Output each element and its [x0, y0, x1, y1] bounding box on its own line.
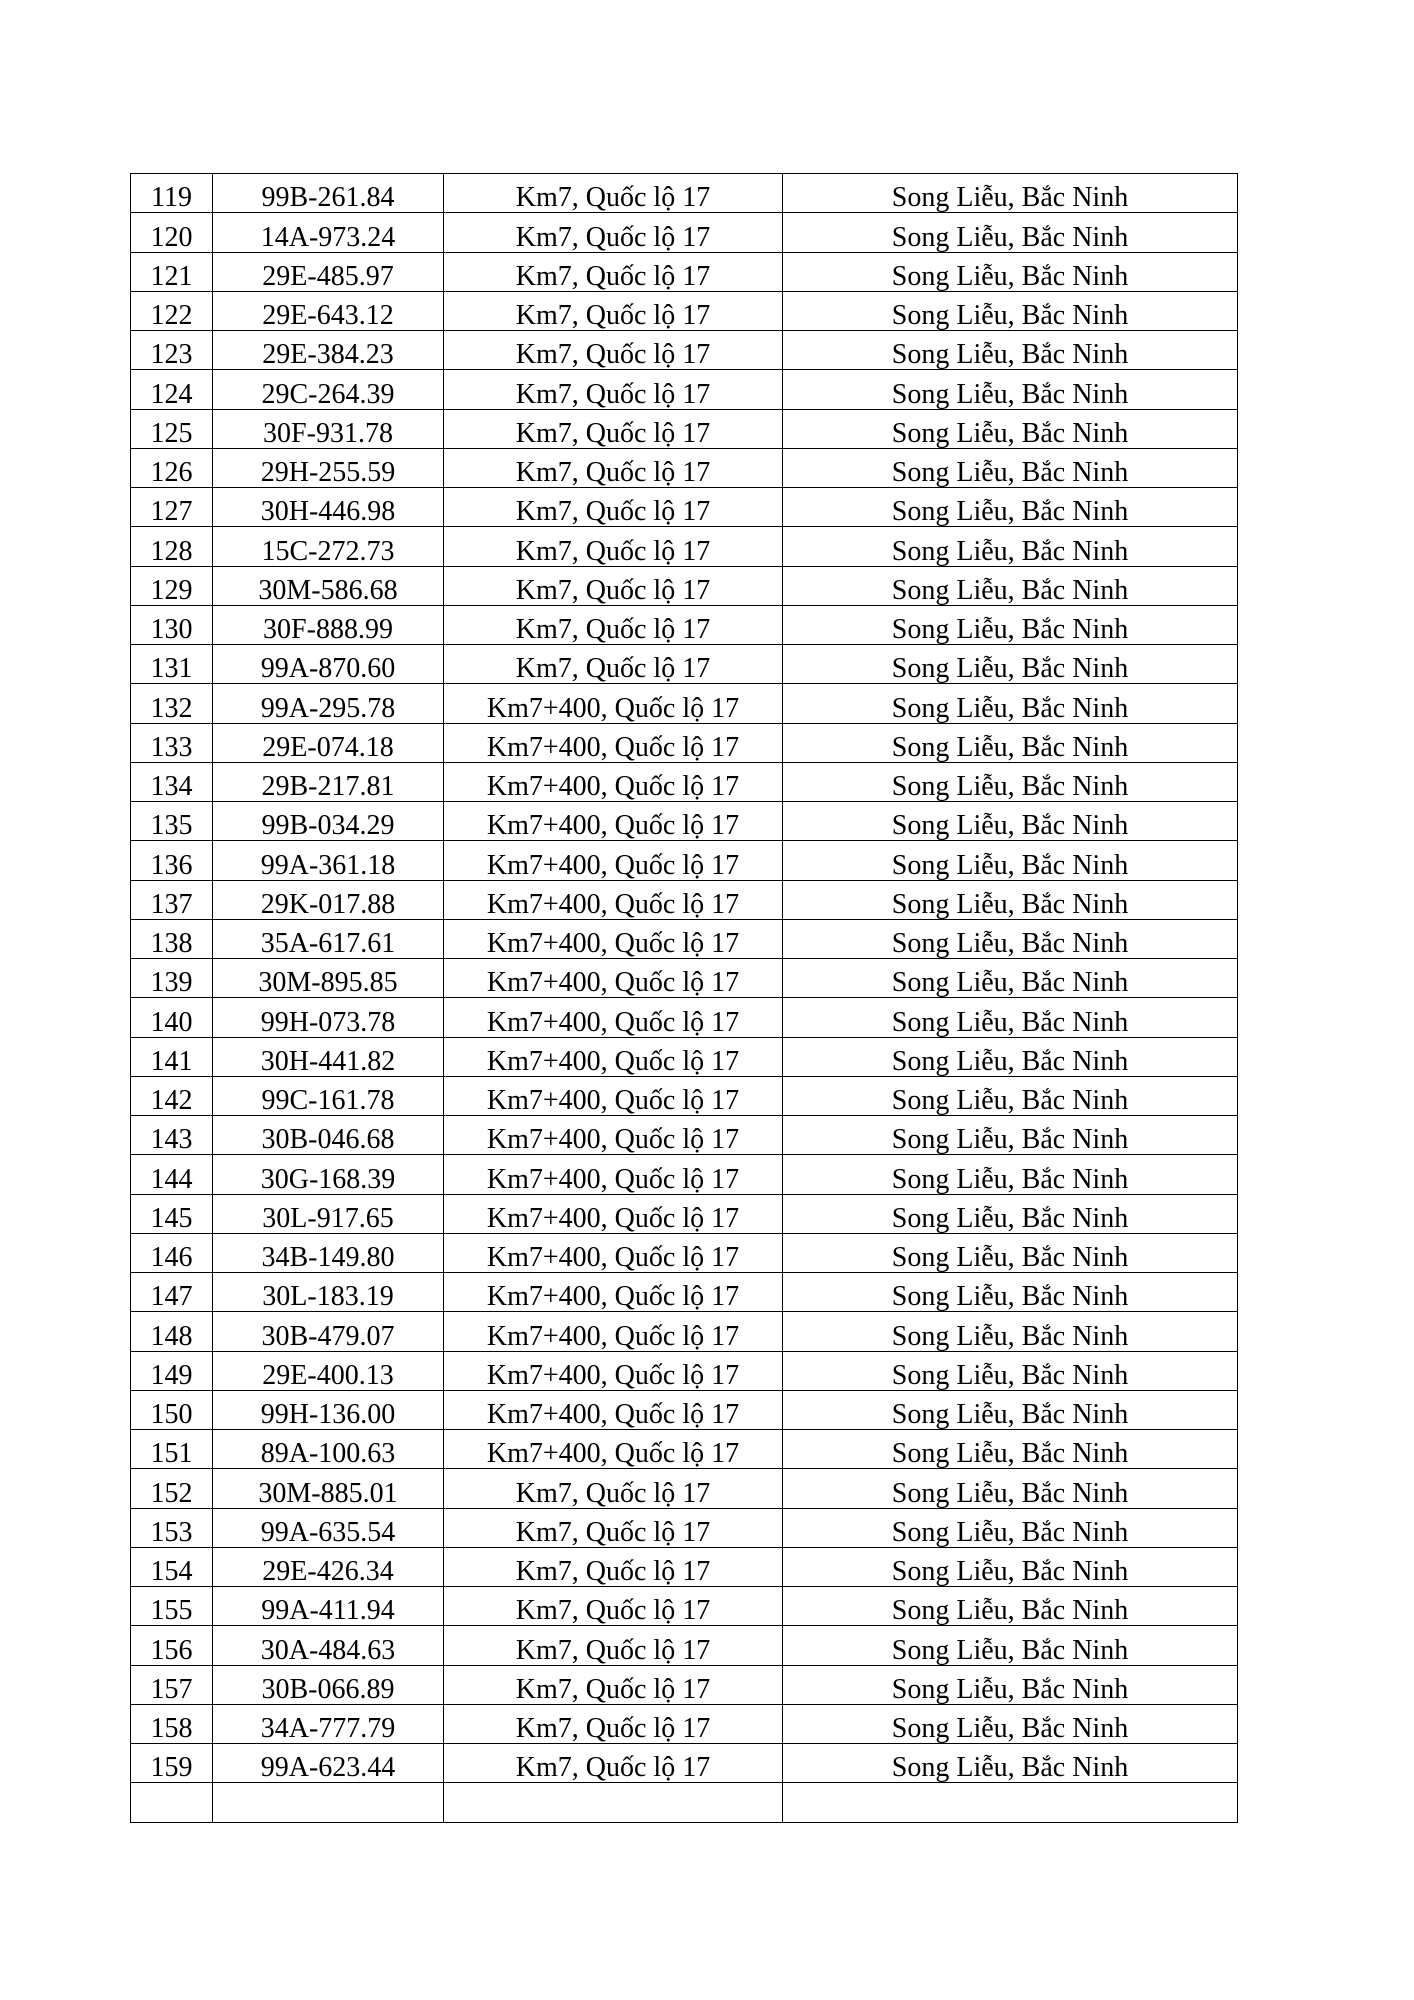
address-cell: Song Liễu, Bắc Ninh [783, 998, 1238, 1037]
location-cell: Km7, Quốc lộ 17 [444, 1547, 783, 1586]
table-row [131, 1547, 1238, 1586]
address-cell: Song Liễu, Bắc Ninh [783, 802, 1238, 841]
license-plate-cell: 14A-973.24 [213, 213, 444, 252]
table-row [131, 527, 1238, 566]
license-plate-cell: 30A-484.63 [213, 1626, 444, 1665]
table-row [131, 213, 1238, 252]
row-number-cell: 132 [131, 684, 213, 723]
address-cell: Song Liễu, Bắc Ninh [783, 1587, 1238, 1626]
license-plate-cell: 30L-917.65 [213, 1194, 444, 1233]
address-cell: Song Liễu, Bắc Ninh [783, 1665, 1238, 1704]
address-cell [783, 1783, 1238, 1822]
location-cell: Km7, Quốc lộ 17 [444, 1587, 783, 1626]
table-row [131, 1704, 1238, 1743]
license-plate-cell: 29E-643.12 [213, 291, 444, 330]
address-cell: Song Liễu, Bắc Ninh [783, 213, 1238, 252]
license-plate-cell: 30L-183.19 [213, 1273, 444, 1312]
license-plate-cell: 99B-261.84 [213, 174, 444, 213]
license-plate-cell: 29E-426.34 [213, 1547, 444, 1586]
row-number-cell: 136 [131, 841, 213, 880]
row-number-cell: 126 [131, 448, 213, 487]
location-cell: Km7+400, Quốc lộ 17 [444, 1312, 783, 1351]
row-number-cell: 158 [131, 1704, 213, 1743]
table-row [131, 1351, 1238, 1390]
license-plate-cell: 99A-295.78 [213, 684, 444, 723]
table-row [131, 645, 1238, 684]
table-row [131, 1508, 1238, 1547]
table-row [131, 252, 1238, 291]
license-plate-cell: 34A-777.79 [213, 1704, 444, 1743]
row-number-cell: 142 [131, 1076, 213, 1115]
location-cell: Km7+400, Quốc lộ 17 [444, 802, 783, 841]
license-plate-cell: 99H-136.00 [213, 1390, 444, 1429]
row-number-cell: 128 [131, 527, 213, 566]
address-cell: Song Liễu, Bắc Ninh [783, 566, 1238, 605]
license-plate-cell: 99C-161.78 [213, 1076, 444, 1115]
table-row [131, 1194, 1238, 1233]
table-row [131, 998, 1238, 1037]
location-cell: Km7, Quốc lộ 17 [444, 488, 783, 527]
license-plate-cell: 35A-617.61 [213, 919, 444, 958]
address-cell: Song Liễu, Bắc Ninh [783, 605, 1238, 644]
table-row [131, 762, 1238, 801]
license-plate-cell: 34B-149.80 [213, 1233, 444, 1272]
address-cell: Song Liễu, Bắc Ninh [783, 409, 1238, 448]
license-plate-cell: 30B-066.89 [213, 1665, 444, 1704]
license-plate-cell: 30H-446.98 [213, 488, 444, 527]
row-number-cell: 155 [131, 1587, 213, 1626]
row-number-cell: 120 [131, 213, 213, 252]
row-number-cell: 137 [131, 880, 213, 919]
location-cell: Km7, Quốc lộ 17 [444, 331, 783, 370]
table-row [131, 370, 1238, 409]
license-plate-cell [213, 1783, 444, 1822]
address-cell: Song Liễu, Bắc Ninh [783, 1273, 1238, 1312]
address-cell: Song Liễu, Bắc Ninh [783, 1312, 1238, 1351]
table-row [131, 1312, 1238, 1351]
location-cell: Km7+400, Quốc lộ 17 [444, 1430, 783, 1469]
location-cell: Km7, Quốc lộ 17 [444, 1626, 783, 1665]
address-cell: Song Liễu, Bắc Ninh [783, 174, 1238, 213]
location-cell: Km7+400, Quốc lộ 17 [444, 959, 783, 998]
location-cell: Km7, Quốc lộ 17 [444, 252, 783, 291]
location-cell: Km7+400, Quốc lộ 17 [444, 1116, 783, 1155]
address-cell: Song Liễu, Bắc Ninh [783, 723, 1238, 762]
address-cell: Song Liễu, Bắc Ninh [783, 252, 1238, 291]
table-row [131, 1116, 1238, 1155]
license-plate-cell: 30M-895.85 [213, 959, 444, 998]
table-row [131, 1626, 1238, 1665]
row-number-cell: 130 [131, 605, 213, 644]
location-cell: Km7+400, Quốc lộ 17 [444, 1390, 783, 1429]
location-cell: Km7+400, Quốc lộ 17 [444, 998, 783, 1037]
address-cell: Song Liễu, Bắc Ninh [783, 959, 1238, 998]
location-cell: Km7+400, Quốc lộ 17 [444, 1076, 783, 1115]
address-cell: Song Liễu, Bắc Ninh [783, 684, 1238, 723]
table-row [131, 409, 1238, 448]
license-plate-cell: 89A-100.63 [213, 1430, 444, 1469]
table-row [131, 174, 1238, 213]
table-row [131, 448, 1238, 487]
row-number-cell: 153 [131, 1508, 213, 1547]
location-cell: Km7+400, Quốc lộ 17 [444, 762, 783, 801]
address-cell: Song Liễu, Bắc Ninh [783, 1076, 1238, 1115]
location-cell: Km7+400, Quốc lộ 17 [444, 1155, 783, 1194]
row-number-cell: 127 [131, 488, 213, 527]
table-row [131, 1390, 1238, 1429]
location-cell: Km7, Quốc lộ 17 [444, 1665, 783, 1704]
row-number-cell: 135 [131, 802, 213, 841]
violation-table [130, 173, 1238, 1823]
row-number-cell: 147 [131, 1273, 213, 1312]
table-row [131, 1273, 1238, 1312]
row-number-cell: 149 [131, 1351, 213, 1390]
row-number-cell: 150 [131, 1390, 213, 1429]
address-cell: Song Liễu, Bắc Ninh [783, 1744, 1238, 1783]
table-row [131, 605, 1238, 644]
table-row [131, 1469, 1238, 1508]
license-plate-cell: 99A-411.94 [213, 1587, 444, 1626]
row-number-cell: 152 [131, 1469, 213, 1508]
row-number-cell: 159 [131, 1744, 213, 1783]
address-cell: Song Liễu, Bắc Ninh [783, 880, 1238, 919]
address-cell: Song Liễu, Bắc Ninh [783, 1233, 1238, 1272]
location-cell: Km7+400, Quốc lộ 17 [444, 1037, 783, 1076]
table-row [131, 723, 1238, 762]
license-plate-cell: 30B-046.68 [213, 1116, 444, 1155]
row-number-cell: 141 [131, 1037, 213, 1076]
license-plate-cell: 99A-361.18 [213, 841, 444, 880]
location-cell: Km7, Quốc lộ 17 [444, 291, 783, 330]
address-cell: Song Liễu, Bắc Ninh [783, 1626, 1238, 1665]
row-number-cell: 148 [131, 1312, 213, 1351]
row-number-cell: 124 [131, 370, 213, 409]
license-plate-cell: 99H-073.78 [213, 998, 444, 1037]
address-cell: Song Liễu, Bắc Ninh [783, 1508, 1238, 1547]
row-number-cell: 131 [131, 645, 213, 684]
license-plate-cell: 99A-870.60 [213, 645, 444, 684]
location-cell: Km7, Quốc lộ 17 [444, 1704, 783, 1743]
table-body [131, 174, 1238, 1823]
location-cell: Km7, Quốc lộ 17 [444, 645, 783, 684]
license-plate-cell: 29B-217.81 [213, 762, 444, 801]
location-cell: Km7+400, Quốc lộ 17 [444, 919, 783, 958]
license-plate-cell: 30B-479.07 [213, 1312, 444, 1351]
location-cell: Km7, Quốc lộ 17 [444, 1744, 783, 1783]
license-plate-cell: 30G-168.39 [213, 1155, 444, 1194]
table-row [131, 1233, 1238, 1272]
table-row [131, 1744, 1238, 1783]
location-cell: Km7, Quốc lộ 17 [444, 448, 783, 487]
table-row [131, 841, 1238, 880]
table-row [131, 1037, 1238, 1076]
address-cell: Song Liễu, Bắc Ninh [783, 1194, 1238, 1233]
table-row [131, 566, 1238, 605]
location-cell: Km7, Quốc lộ 17 [444, 527, 783, 566]
address-cell: Song Liễu, Bắc Ninh [783, 645, 1238, 684]
row-number-cell: 151 [131, 1430, 213, 1469]
row-number-cell: 145 [131, 1194, 213, 1233]
location-cell: Km7+400, Quốc lộ 17 [444, 880, 783, 919]
row-number-cell [131, 1783, 213, 1822]
address-cell: Song Liễu, Bắc Ninh [783, 1390, 1238, 1429]
table-row [131, 1076, 1238, 1115]
row-number-cell: 138 [131, 919, 213, 958]
table-row [131, 488, 1238, 527]
license-plate-cell: 29E-074.18 [213, 723, 444, 762]
address-cell: Song Liễu, Bắc Ninh [783, 1155, 1238, 1194]
license-plate-cell: 30F-888.99 [213, 605, 444, 644]
location-cell: Km7, Quốc lộ 17 [444, 370, 783, 409]
address-cell: Song Liễu, Bắc Ninh [783, 488, 1238, 527]
table-container [130, 173, 1238, 1823]
row-number-cell: 122 [131, 291, 213, 330]
location-cell: Km7, Quốc lộ 17 [444, 213, 783, 252]
location-cell: Km7+400, Quốc lộ 17 [444, 1351, 783, 1390]
table-row [131, 1430, 1238, 1469]
location-cell: Km7, Quốc lộ 17 [444, 605, 783, 644]
license-plate-cell: 29K-017.88 [213, 880, 444, 919]
row-number-cell: 134 [131, 762, 213, 801]
address-cell: Song Liễu, Bắc Ninh [783, 370, 1238, 409]
address-cell: Song Liễu, Bắc Ninh [783, 1704, 1238, 1743]
location-cell: Km7+400, Quốc lộ 17 [444, 684, 783, 723]
table-row [131, 684, 1238, 723]
address-cell: Song Liễu, Bắc Ninh [783, 1351, 1238, 1390]
row-number-cell: 133 [131, 723, 213, 762]
address-cell: Song Liễu, Bắc Ninh [783, 331, 1238, 370]
license-plate-cell: 29E-384.23 [213, 331, 444, 370]
license-plate-cell: 29E-400.13 [213, 1351, 444, 1390]
license-plate-cell: 99B-034.29 [213, 802, 444, 841]
row-number-cell: 125 [131, 409, 213, 448]
table-row [131, 959, 1238, 998]
address-cell: Song Liễu, Bắc Ninh [783, 1469, 1238, 1508]
row-number-cell: 144 [131, 1155, 213, 1194]
location-cell: Km7+400, Quốc lộ 17 [444, 723, 783, 762]
row-number-cell: 146 [131, 1233, 213, 1272]
location-cell [444, 1783, 783, 1822]
table-row [131, 1587, 1238, 1626]
license-plate-cell: 15C-272.73 [213, 527, 444, 566]
address-cell: Song Liễu, Bắc Ninh [783, 1547, 1238, 1586]
address-cell: Song Liễu, Bắc Ninh [783, 1430, 1238, 1469]
address-cell: Song Liễu, Bắc Ninh [783, 841, 1238, 880]
location-cell: Km7, Quốc lộ 17 [444, 174, 783, 213]
table-row [131, 1155, 1238, 1194]
address-cell: Song Liễu, Bắc Ninh [783, 762, 1238, 801]
address-cell: Song Liễu, Bắc Ninh [783, 1116, 1238, 1155]
address-cell: Song Liễu, Bắc Ninh [783, 919, 1238, 958]
location-cell: Km7, Quốc lộ 17 [444, 1469, 783, 1508]
table-row [131, 802, 1238, 841]
row-number-cell: 123 [131, 331, 213, 370]
row-number-cell: 140 [131, 998, 213, 1037]
table-row [131, 880, 1238, 919]
location-cell: Km7+400, Quốc lộ 17 [444, 841, 783, 880]
row-number-cell: 139 [131, 959, 213, 998]
location-cell: Km7, Quốc lộ 17 [444, 1508, 783, 1547]
license-plate-cell: 29H-255.59 [213, 448, 444, 487]
address-cell: Song Liễu, Bắc Ninh [783, 291, 1238, 330]
location-cell: Km7, Quốc lộ 17 [444, 409, 783, 448]
license-plate-cell: 30F-931.78 [213, 409, 444, 448]
location-cell: Km7+400, Quốc lộ 17 [444, 1194, 783, 1233]
address-cell: Song Liễu, Bắc Ninh [783, 527, 1238, 566]
table-row [131, 1783, 1238, 1822]
location-cell: Km7+400, Quốc lộ 17 [444, 1233, 783, 1272]
license-plate-cell: 99A-635.54 [213, 1508, 444, 1547]
row-number-cell: 119 [131, 174, 213, 213]
license-plate-cell: 30M-586.68 [213, 566, 444, 605]
row-number-cell: 157 [131, 1665, 213, 1704]
address-cell: Song Liễu, Bắc Ninh [783, 448, 1238, 487]
table-row [131, 331, 1238, 370]
license-plate-cell: 30M-885.01 [213, 1469, 444, 1508]
row-number-cell: 156 [131, 1626, 213, 1665]
license-plate-cell: 29E-485.97 [213, 252, 444, 291]
license-plate-cell: 99A-623.44 [213, 1744, 444, 1783]
row-number-cell: 129 [131, 566, 213, 605]
table-row [131, 1665, 1238, 1704]
row-number-cell: 154 [131, 1547, 213, 1586]
table-row [131, 919, 1238, 958]
location-cell: Km7, Quốc lộ 17 [444, 566, 783, 605]
license-plate-cell: 30H-441.82 [213, 1037, 444, 1076]
row-number-cell: 143 [131, 1116, 213, 1155]
address-cell: Song Liễu, Bắc Ninh [783, 1037, 1238, 1076]
row-number-cell: 121 [131, 252, 213, 291]
table-row [131, 291, 1238, 330]
location-cell: Km7+400, Quốc lộ 17 [444, 1273, 783, 1312]
license-plate-cell: 29C-264.39 [213, 370, 444, 409]
